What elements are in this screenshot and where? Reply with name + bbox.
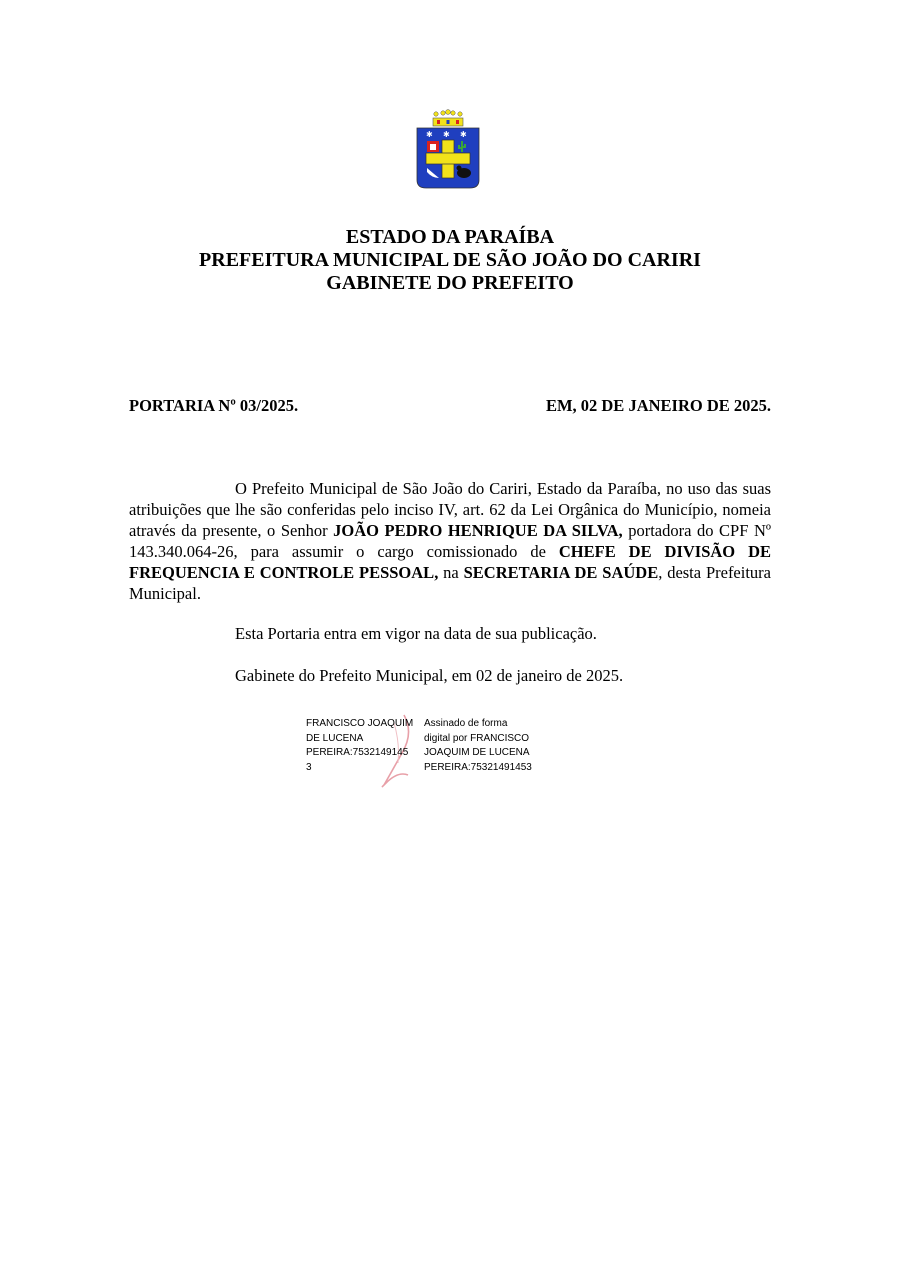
digital-signature-block (306, 717, 546, 793)
svg-text:✱: ✱ (443, 130, 450, 139)
signature-line: digital por FRANCISCO (424, 732, 530, 744)
state-name: ESTADO DA PARAÍBA (345, 226, 555, 248)
appointment-paragraph (129, 478, 771, 604)
paragraph-text: , desta Prefeitura Municipal. (129, 563, 771, 603)
document-heading (0, 226, 900, 295)
signature-statement (424, 717, 544, 775)
signer-line: FRANCISCO JOAQUIM (306, 718, 414, 729)
department-name: SECRETARIA DE SAÚDE (463, 563, 659, 582)
portaria-number: PORTARIA Nº 03/2025. (129, 396, 299, 415)
signer-id (306, 717, 418, 775)
portaria-header-row (129, 396, 771, 416)
office-name: GABINETE DO PREFEITO (326, 272, 574, 294)
signature-line: Assinado de forma (424, 718, 508, 729)
svg-text:✱: ✱ (426, 130, 433, 139)
paragraph-text: na (438, 563, 464, 582)
closing-paragraph: Gabinete do Prefeito Municipal, em 02 de janeiro de 2025. (235, 666, 624, 685)
position-title: CHEFE DE DIVISÃO DE FREQUENCIA E CONTROLE PESSOAL, (129, 542, 771, 582)
effective-date-paragraph: Esta Portaria entra em vigor na data de sua publicação. (235, 624, 597, 643)
signer-line: PEREIRA:7532149145 (306, 747, 409, 758)
appointee-name: JOÃO PEDRO HENRIQUE DA SILVA, (333, 521, 623, 540)
paragraph-text: portadora do CPF Nº 143.340.064-26, para assumir o cargo comissionado de (129, 521, 771, 561)
paragraph-text: O Prefeito Municipal de São João do Cariri, Estado da Paraíba, no uso das suas atribuições que lhe são conferidas pelo inciso IV, art. 62 da Lei Orgânica do Município, nomeia através da presente, o Senhor (129, 479, 771, 540)
municipal-coat-of-arms-logo (414, 108, 482, 194)
portaria-date: EM, 02 DE JANEIRO DE 2025. (545, 396, 771, 415)
signature-line: JOAQUIM DE LUCENA (424, 747, 530, 758)
document-body (129, 478, 771, 604)
signer-line: 3 (306, 761, 312, 773)
signature-line: PEREIRA:75321491453 (424, 761, 532, 773)
municipality-name: PREFEITURA MUNICIPAL DE SÃO JOÃO DO CARIRI (199, 249, 701, 271)
signer-line: DE LUCENA (306, 732, 364, 744)
svg-text:✱: ✱ (460, 130, 467, 139)
